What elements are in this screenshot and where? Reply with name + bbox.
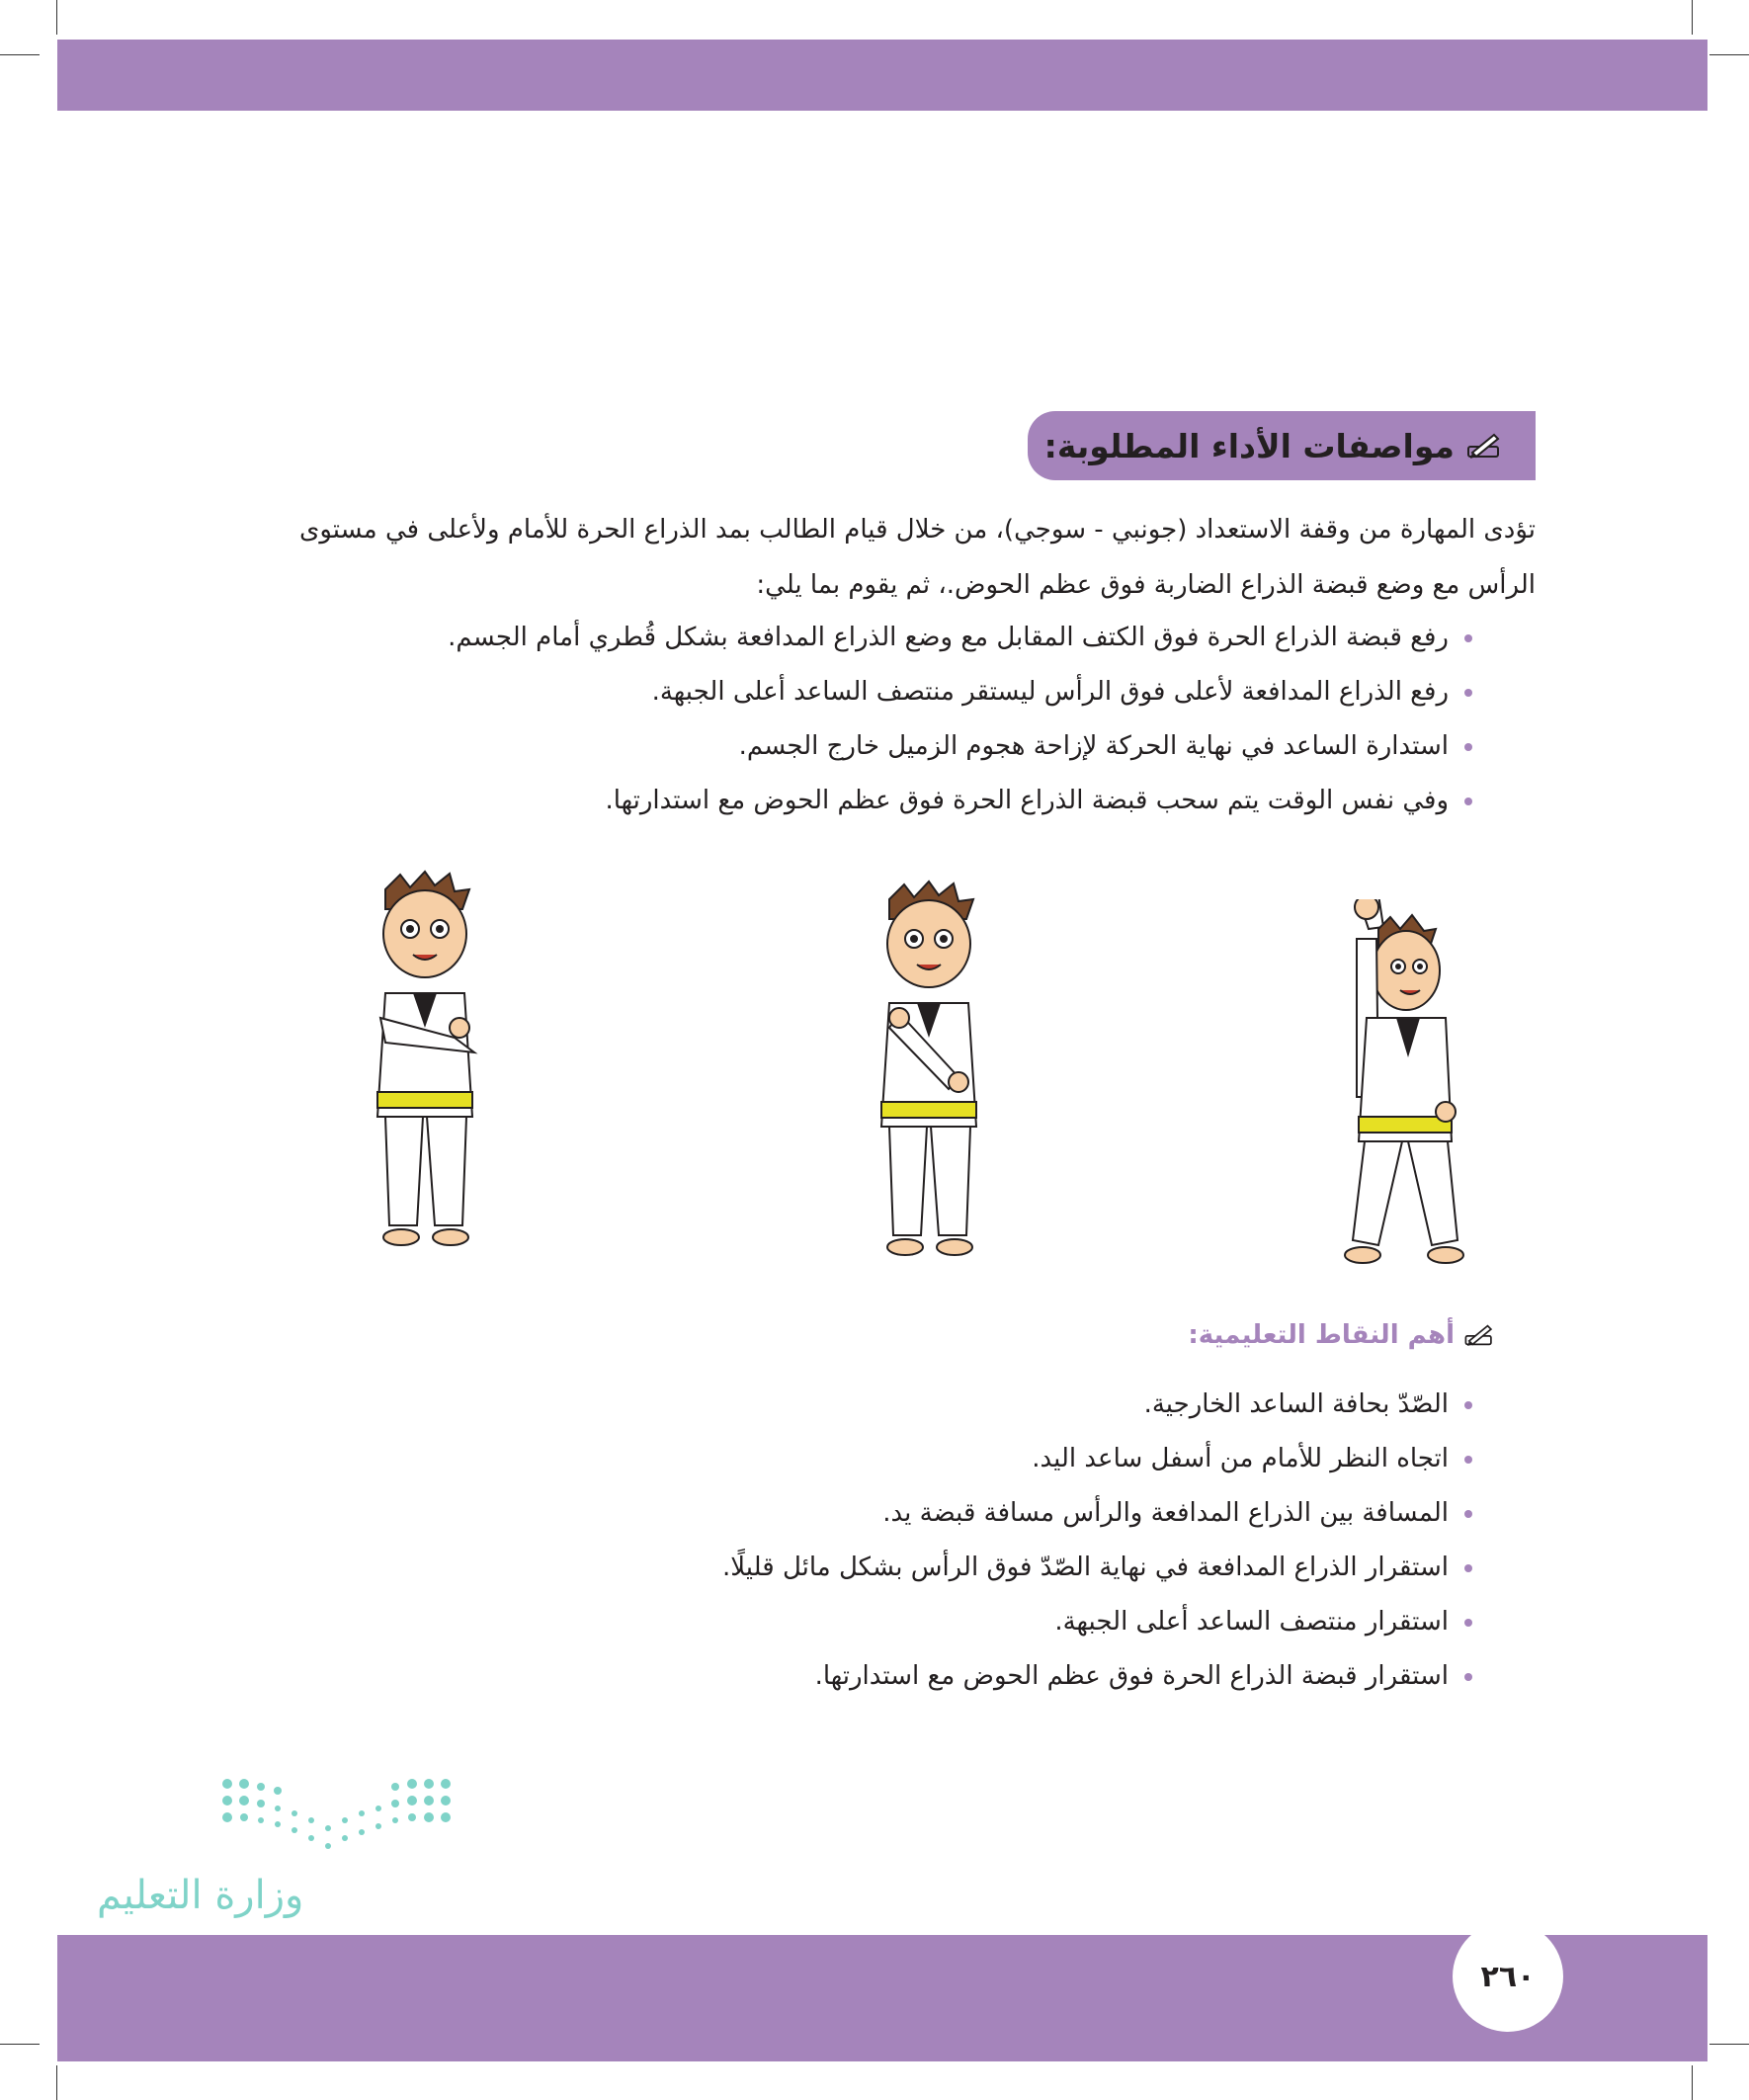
bullet-icon [1464,1401,1472,1409]
crop-mark [56,2065,57,2100]
intro-line-1: تؤدى المهارة من وقفة الاستعداد (جونبي - سوجي)، من خلال قيام الطالب بمد الذراع الحرة للأمام ولأعلى في مستوى [298,515,1536,545]
steps-list [188,611,1472,828]
crop-mark [1692,2065,1693,2100]
bullet-icon [1464,1619,1472,1627]
list-item: المسافة بين الذراع المدافعة والرأس مسافة قبضة يد. [188,1486,1472,1541]
pencil-icon [1464,431,1504,461]
list-item: استقرار منتصف الساعد أعلى الجبهة. [188,1595,1472,1649]
bullet-icon [1464,743,1472,751]
intro-line-2: الرأس مع وضع قبضة الذراع الضاربة فوق عظم الحوض.، ثم يقوم بما يلي: [756,570,1536,600]
list-item: وفي نفس الوقت يتم سحب قبضة الذراع الحرة فوق عظم الحوض مع استدارتها. [188,774,1472,828]
bullet-icon [1464,1510,1472,1518]
page-number: ٢٦٠ [1480,1959,1536,1994]
bullet-icon [1464,1673,1472,1681]
list-item: رفع الذراع المدافعة لأعلى فوق الرأس ليستقر منتصف الساعد أعلى الجبهة. [188,665,1472,719]
list-item: استقرار الذراع المدافعة في نهاية الصّدّ فوق الرأس بشكل مائل قليلًا. [188,1541,1472,1595]
crop-mark [56,0,57,35]
bullet-icon [1464,689,1472,697]
karate-student-icon [1329,899,1467,1275]
list-item: استقرار قبضة الذراع الحرة فوق عظم الحوض مع استدارتها. [188,1649,1472,1704]
list-item: استدارة الساعد في نهاية الحركة لإزاحة هجوم الزميل خارج الجسم. [188,719,1472,774]
bullet-icon [1464,798,1472,805]
karate-student-icon [356,870,494,1255]
crop-mark [1709,2044,1749,2045]
bullet-icon [1464,1564,1472,1572]
list-item: الصّدّ بحافة الساعد الخارجية. [188,1378,1472,1432]
crop-mark [0,2044,40,2045]
crop-mark [1709,54,1749,55]
bullet-icon [1464,1456,1472,1464]
section-title: مواصفات الأداء المطلوبة: [1043,426,1455,465]
header-band [57,40,1707,111]
karate-student-icon [860,880,998,1265]
teaching-heading [1188,1320,1496,1350]
ministry-logo-text: وزارة التعليم [97,1873,304,1918]
bullet-icon [1464,634,1472,642]
crop-mark [1692,0,1693,35]
teaching-title: أهم النقاط التعليمية: [1188,1320,1455,1350]
pencil-icon [1462,1322,1496,1348]
teaching-points-list [188,1378,1472,1704]
crop-mark [0,54,40,55]
list-item: رفع قبضة الذراع الحرة فوق الكتف المقابل مع وضع الذراع المدافعة بشكل قُطري أمام الجسم. [188,611,1472,665]
list-item: اتجاه النظر للأمام من أسفل ساعد اليد. [188,1432,1472,1486]
page-number-badge [1453,1921,1563,2032]
section-heading [1028,411,1536,480]
